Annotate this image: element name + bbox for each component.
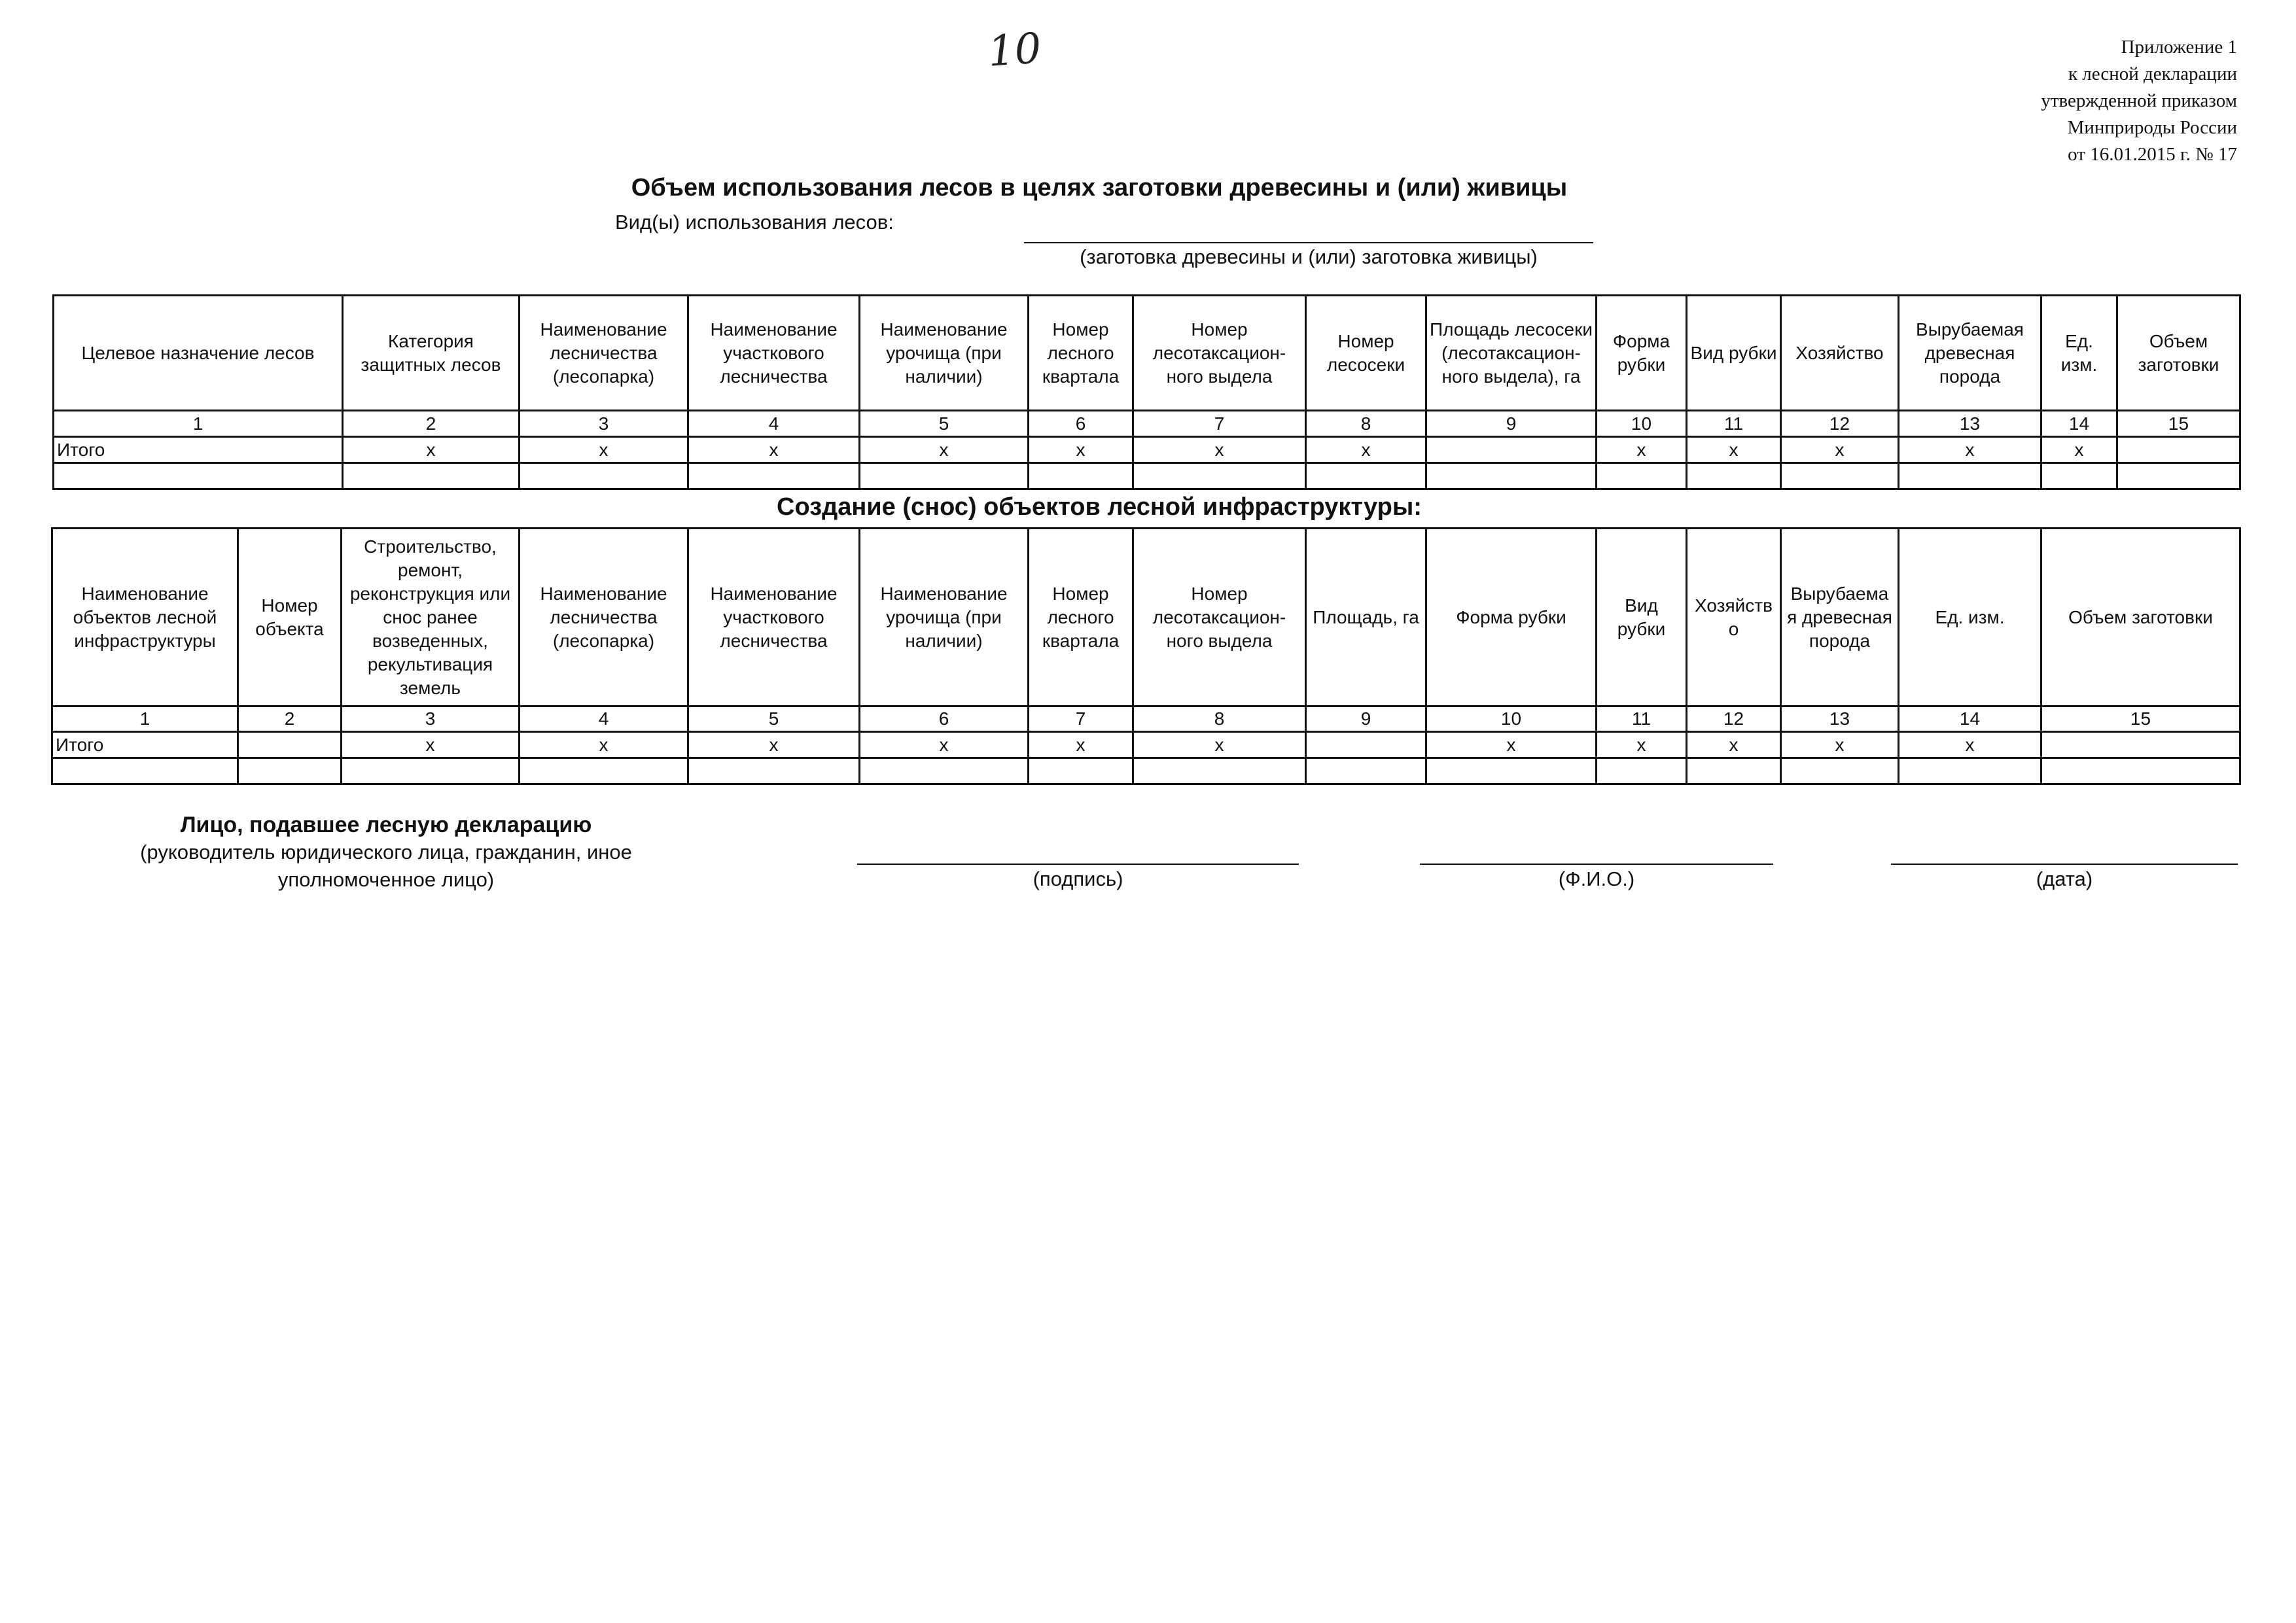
full-name-line xyxy=(1420,864,1773,865)
column-number: 13 xyxy=(1781,707,1899,732)
header-cell: Целевое назначение лесов xyxy=(54,296,343,411)
total-cell xyxy=(2041,732,2240,758)
column-number: 15 xyxy=(2041,707,2240,732)
empty-cell xyxy=(1133,463,1306,489)
column-number: 4 xyxy=(688,411,860,437)
header-cell: Площадь, га xyxy=(1306,529,1426,707)
header-cell: Наименование урочища (при наличии) xyxy=(860,529,1029,707)
total-cell: x xyxy=(1687,732,1781,758)
header-cell: Вырубаема я древесная порода xyxy=(1781,529,1899,707)
empty-cell xyxy=(52,758,238,784)
empty-cell xyxy=(1306,463,1426,489)
empty-cell xyxy=(2041,758,2240,784)
total-cell: x xyxy=(1029,437,1133,463)
total-cell: x xyxy=(1687,437,1781,463)
column-number: 8 xyxy=(1133,707,1306,732)
header-cell: Хозяйство xyxy=(1781,296,1899,411)
total-cell xyxy=(238,732,342,758)
header-cell: Наименование лесничества (лесопарка) xyxy=(520,529,688,707)
empty-cell xyxy=(342,758,520,784)
header-cell: Номер лесотаксацион-ного выдела xyxy=(1133,529,1306,707)
section2-title: Создание (снос) объектов лесной инфраструктуры: xyxy=(777,493,1422,521)
appendix-line: к лесной декларации xyxy=(2068,63,2237,84)
column-number: 7 xyxy=(1133,411,1306,437)
total-row xyxy=(54,437,2240,463)
total-cell xyxy=(2117,437,2240,463)
total-cell: x xyxy=(1781,437,1899,463)
header-cell: Площадь лесосеки (лесотаксацион-ного выдела), га xyxy=(1426,296,1597,411)
empty-cell xyxy=(1029,758,1133,784)
column-number: 3 xyxy=(520,411,688,437)
column-number: 6 xyxy=(1029,411,1133,437)
empty-cell xyxy=(1781,463,1899,489)
column-number: 15 xyxy=(2117,411,2240,437)
appendix-note xyxy=(1845,34,2237,168)
header-cell: Строительство, ремонт, реконструкция или снос ранее возведенных, рекультивация земель xyxy=(342,529,520,707)
header-cell: Объем заготовки xyxy=(2041,529,2240,707)
handwritten-page-number: 10 xyxy=(986,24,1043,77)
total-cell: x xyxy=(1899,437,2041,463)
empty-cell xyxy=(860,463,1029,489)
total-cell: x xyxy=(520,437,688,463)
total-cell: x xyxy=(1029,732,1133,758)
total-cell: x xyxy=(688,732,860,758)
empty-cell xyxy=(2041,463,2117,489)
header-cell: Вид рубки xyxy=(1687,296,1781,411)
empty-cell xyxy=(520,463,688,489)
header-cell: Номер лесного квартала xyxy=(1029,529,1133,707)
header-cell: Ед. изм. xyxy=(2041,296,2117,411)
empty-cell xyxy=(238,758,342,784)
empty-cell xyxy=(1687,758,1781,784)
column-number: 9 xyxy=(1306,707,1426,732)
column-number: 10 xyxy=(1426,707,1597,732)
total-cell: x xyxy=(1133,437,1306,463)
header-cell: Вид рубки xyxy=(1597,529,1687,707)
date-hint: (дата) xyxy=(2036,867,2093,890)
empty-cell xyxy=(1597,463,1687,489)
empty-row xyxy=(52,758,2240,784)
column-number: 9 xyxy=(1426,411,1597,437)
column-number-row xyxy=(52,707,2240,732)
header-cell: Форма рубки xyxy=(1597,296,1687,411)
column-number: 11 xyxy=(1597,707,1687,732)
column-number: 14 xyxy=(2041,411,2117,437)
column-number: 2 xyxy=(238,707,342,732)
signer-label xyxy=(59,811,713,894)
use-type-label: Вид(ы) использования лесов: xyxy=(615,211,894,234)
header-cell: Ед. изм. xyxy=(1899,529,2041,707)
column-number: 14 xyxy=(1899,707,2041,732)
header-cell: Наименование объектов лесной инфраструктуры xyxy=(52,529,238,707)
empty-cell xyxy=(688,758,860,784)
empty-cell xyxy=(1426,463,1597,489)
appendix-line: от 16.01.2015 г. № 17 xyxy=(2068,144,2237,165)
column-number: 10 xyxy=(1597,411,1687,437)
signer-description: уполномоченное лицо) xyxy=(277,868,495,891)
forest-harvest-table xyxy=(52,294,2241,490)
header-row xyxy=(52,529,2240,707)
total-cell: x xyxy=(1306,437,1426,463)
total-cell: x xyxy=(342,732,520,758)
total-cell: x xyxy=(343,437,520,463)
total-cell xyxy=(1306,732,1426,758)
infrastructure-table xyxy=(51,527,2241,785)
column-number: 13 xyxy=(1899,411,2041,437)
total-cell: x xyxy=(2041,437,2117,463)
header-cell: Наименование участкового лесничества xyxy=(688,529,860,707)
column-number: 7 xyxy=(1029,707,1133,732)
column-number: 1 xyxy=(52,707,238,732)
use-type-hint: (заготовка древесины и (или) заготовка живицы) xyxy=(1080,245,1538,268)
total-cell: x xyxy=(860,732,1029,758)
empty-cell xyxy=(1899,463,2041,489)
column-number: 8 xyxy=(1306,411,1426,437)
header-cell: Наименование лесничества (лесопарка) xyxy=(520,296,688,411)
signature-line xyxy=(857,864,1299,865)
empty-cell xyxy=(54,463,343,489)
empty-cell xyxy=(1597,758,1687,784)
header-cell: Вырубаемая древесная порода xyxy=(1899,296,2041,411)
signer-description: (руководитель юридического лица, гражданин, иное xyxy=(140,841,632,864)
header-cell: Номер объекта xyxy=(238,529,342,707)
empty-cell xyxy=(688,463,860,489)
signature-hint: (подпись) xyxy=(1033,867,1123,890)
total-row xyxy=(52,732,2240,758)
header-cell: Форма рубки xyxy=(1426,529,1597,707)
empty-cell xyxy=(343,463,520,489)
full-name-hint: (Ф.И.О.) xyxy=(1558,867,1635,890)
total-cell: x xyxy=(1899,732,2041,758)
column-number: 6 xyxy=(860,707,1029,732)
header-cell: Номер лесотаксацион-ного выдела xyxy=(1133,296,1306,411)
total-cell xyxy=(1426,437,1597,463)
header-row xyxy=(54,296,2240,411)
total-label: Итого xyxy=(52,732,238,758)
header-cell: Номер лесосеки xyxy=(1306,296,1426,411)
empty-cell xyxy=(1687,463,1781,489)
empty-row xyxy=(54,463,2240,489)
column-number: 12 xyxy=(1781,411,1899,437)
empty-cell xyxy=(520,758,688,784)
total-cell: x xyxy=(1597,437,1687,463)
appendix-line: Минприроды России xyxy=(2067,117,2237,138)
total-label: Итого xyxy=(54,437,343,463)
empty-cell xyxy=(1426,758,1597,784)
appendix-line: Приложение 1 xyxy=(2121,37,2237,58)
empty-cell xyxy=(1306,758,1426,784)
header-cell: Хозяйств о xyxy=(1687,529,1781,707)
section1-title: Объем использования лесов в целях заготовки древесины и (или) живицы xyxy=(631,174,1568,201)
empty-cell xyxy=(1781,758,1899,784)
column-number-row xyxy=(54,411,2240,437)
column-number: 5 xyxy=(688,707,860,732)
total-cell: x xyxy=(1426,732,1597,758)
empty-cell xyxy=(1133,758,1306,784)
header-cell: Наименование участкового лесничества xyxy=(688,296,860,411)
total-cell: x xyxy=(520,732,688,758)
column-number: 4 xyxy=(520,707,688,732)
column-number: 2 xyxy=(343,411,520,437)
total-cell: x xyxy=(860,437,1029,463)
total-cell: x xyxy=(1781,732,1899,758)
empty-cell xyxy=(1029,463,1133,489)
appendix-line: утвержденной приказом xyxy=(2041,90,2237,111)
signer-title: Лицо, подавшее лесную декларацию xyxy=(180,812,592,837)
header-cell: Наименование урочища (при наличии) xyxy=(860,296,1029,411)
column-number: 3 xyxy=(342,707,520,732)
column-number: 11 xyxy=(1687,411,1781,437)
header-cell: Категория защитных лесов xyxy=(343,296,520,411)
empty-cell xyxy=(1899,758,2041,784)
column-number: 12 xyxy=(1687,707,1781,732)
total-cell: x xyxy=(688,437,860,463)
header-cell: Номер лесного квартала xyxy=(1029,296,1133,411)
use-type-fill-line xyxy=(1024,242,1593,243)
empty-cell xyxy=(860,758,1029,784)
total-cell: x xyxy=(1597,732,1687,758)
date-line xyxy=(1891,864,2238,865)
empty-cell xyxy=(2117,463,2240,489)
column-number: 5 xyxy=(860,411,1029,437)
total-cell: x xyxy=(1133,732,1306,758)
header-cell: Объем заготовки xyxy=(2117,296,2240,411)
column-number: 1 xyxy=(54,411,343,437)
